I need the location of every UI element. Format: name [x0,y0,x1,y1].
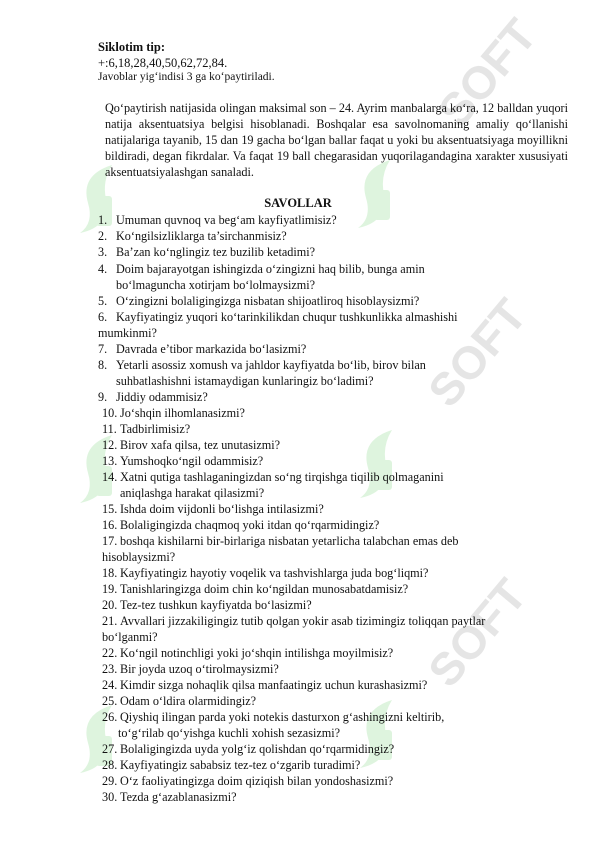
question-number: 24. [102,678,118,692]
question-item [102,757,360,773]
question-number: 26. [102,710,118,724]
question-text: Qiyshiq ilingan parda yoki notekis dasturxon g‘ashingizni keltirib, [120,710,445,724]
question-item [102,405,245,421]
question-text: Bolaligingizda uyda yolg‘iz qolishdan qo‘rqarmidingiz? [120,742,395,756]
question-number: 12. [102,438,118,452]
score-sequence: +:6,18,28,40,50,62,72,84. [98,56,228,70]
question-number: 23. [102,662,118,676]
question-number: 13. [102,454,118,468]
question-number: 30. [102,790,118,804]
question-number: 5. [98,294,108,308]
question-number: 19. [102,582,118,596]
question-number: 17. [102,534,118,548]
question-item [102,597,312,613]
question-item [98,341,306,357]
question-number: 9. [98,390,108,404]
question-text: Kayfiyatingiz sababsiz tez-tez o‘zgarib turadimi? [120,758,361,772]
question-text: suhbatlashishni istamaydigan kunlaringiz bo‘ladimi? [116,374,374,388]
question-item [102,421,190,437]
question-text: Bolaligingizda chaqmoq yoki itdan qo‘rqarmidingiz? [120,518,380,532]
question-number: 14. [102,470,118,484]
question-item [102,693,256,709]
question-number: 8. [98,358,108,372]
question-item [102,501,324,517]
question-item [102,773,393,789]
question-number: 11. [102,422,117,436]
question-number: 29. [102,774,118,788]
question-text: mumkinmi? [98,326,157,340]
question-item [102,789,237,805]
question-text: Tanishlaringizga doim chin ko‘ngildan munosabatdamisiz? [120,582,409,596]
scoring-note: Javoblar yig‘indisi 3 ga ko‘paytiriladi. [98,71,275,83]
question-item [102,661,279,677]
question-item [98,228,287,244]
question-text: to‘g‘rilab qo‘yishga kuchli xohish sezasizmi? [118,726,341,740]
question-text: Ishda doim vijdonli bo‘lishga intilasizmi? [120,502,324,516]
question-number: 16. [102,518,118,532]
question-item [102,533,459,565]
question-text: Tadbirlimisiz? [120,422,191,436]
question-text: bo‘lganmi? [102,630,158,644]
question-item [102,709,444,741]
question-text: Yumshoqko‘ngil odammisiz? [120,454,264,468]
watermark-text-1: SOFT [427,9,547,137]
question-item [98,357,426,389]
question-number: 4. [98,262,108,276]
question-number: 18. [102,566,118,580]
question-text: Tez-tez tushkun kayfiyatda bo‘lasizmi? [120,598,312,612]
question-text: Umuman quvnoq va beg‘am kayfiyatlimisiz? [116,213,337,227]
question-text: bo‘lmaguncha xotirjam bo‘lolmaysizmi? [116,278,316,292]
watermark-text-2: SOFT [417,289,537,417]
question-text: Xatni qutiga tashlaganingizdan so‘ng tirqishga tiqilib qolmaganini [120,470,444,484]
question-text: O‘z faoliyatingizga doim qiziqish bilan yondoshasizmi? [120,774,394,788]
question-number: 10. [102,406,118,420]
question-number: 3. [98,245,108,259]
question-text: Kimdir sizga nohaqlik qilsa manfaatingiz uchun kurashasizmi? [120,678,428,692]
question-text: Ko‘ngilsizliklarga ta’sirchanmisiz? [116,229,287,243]
interpretation-paragraph: Qo‘paytirish natijasida olingan maksimal son – 24. Ayrim manbalarga ko‘ra, 12 balldan yuqori natija aksentuatsiya belgisi hisoblanadi. Boshqalar esa savolnomaning amaliy qo‘llanishi natijalariga tayanib, 15 dan 19 gacha bo‘lgan ballar faqat u yoki bu aksentuatsiyaga moyillikni bildiradi, degan fikrdalar. Va faqat 19 ball chegarasidan yuqorilagandagina xarakter xususiyati aksentuatsiyalashgan sanaladi. [105,101,568,180]
question-number: 15. [102,502,118,516]
question-text: Bir joyda uzoq o‘tirolmaysizmi? [120,662,279,676]
question-text: Tezda g‘azablanasizmi? [120,790,237,804]
question-number: 22. [102,646,118,660]
question-text: O‘zingizni bolaligingizga nisbatan shijoatliroq hisoblaysizmi? [116,294,420,308]
question-text: Kayfiyatingiz hayotiy voqelik va tashvishlarga juda bog‘liqmi? [120,566,429,580]
question-number: 21. [102,614,118,628]
question-item [102,437,280,453]
keyword-label: Siklotim tip: [98,40,166,54]
question-text: Yetarli asossiz xomush va jahldor kayfiyatda bo‘lib, birov bilan [116,358,426,372]
question-item [102,581,408,597]
question-item [98,309,458,341]
question-text: Kayfiyatingiz yuqori ko‘tarinkilikdan chuqur tushkunlikka almashishi [116,310,458,324]
question-item [102,741,394,757]
question-number: 27. [102,742,118,756]
question-text: aniqlashga harakat qilasizmi? [120,486,265,500]
watermark-text-3: SOFT [417,569,537,697]
question-text: boshqa kishilarni bir-birlariga nisbatan yetarlicha talabchan emas deb [120,534,459,548]
question-text: Odam o‘ldira olarmidingiz? [120,694,257,708]
question-item [102,645,393,661]
question-item [98,261,425,293]
question-text: Jo‘shqin ilhomlanasizmi? [120,406,245,420]
question-item [102,453,263,469]
question-number: 2. [98,229,108,243]
question-number: 20. [102,598,118,612]
question-item [98,389,208,405]
question-item [102,613,485,645]
question-item [98,293,419,309]
question-number: 6. [98,310,108,324]
question-text: Jiddiy odammisiz? [116,390,208,404]
question-text: Avvallari jizzakiligingiz tutib qolgan yokir asab tizimingiz toliqqan paytlar [120,614,486,628]
question-text: hisoblaysizmi? [102,550,176,564]
question-text: Ko‘ngil notinchligi yoki jo‘shqin intilishga moyilmisiz? [120,646,394,660]
question-text: Doim bajarayotgan ishingizda o‘zingizni haq bilib, bunga amin [116,262,425,276]
question-number: 25. [102,694,118,708]
question-item [102,517,379,533]
question-number: 28. [102,758,118,772]
question-item [102,469,444,501]
question-number: 1. [98,213,108,227]
question-text: Birov xafa qilsa, tez unutasizmi? [120,438,281,452]
question-item [102,565,428,581]
question-text: Ba’zan ko‘nglingiz tez buzilib ketadimi? [116,245,315,259]
question-text: Davrada e’tibor markazida bo‘lasizmi? [116,342,307,356]
question-item [98,244,315,260]
questions-heading: SAVOLLAR [264,196,332,210]
question-item [98,212,337,228]
question-item [102,677,427,693]
question-number: 7. [98,342,108,356]
